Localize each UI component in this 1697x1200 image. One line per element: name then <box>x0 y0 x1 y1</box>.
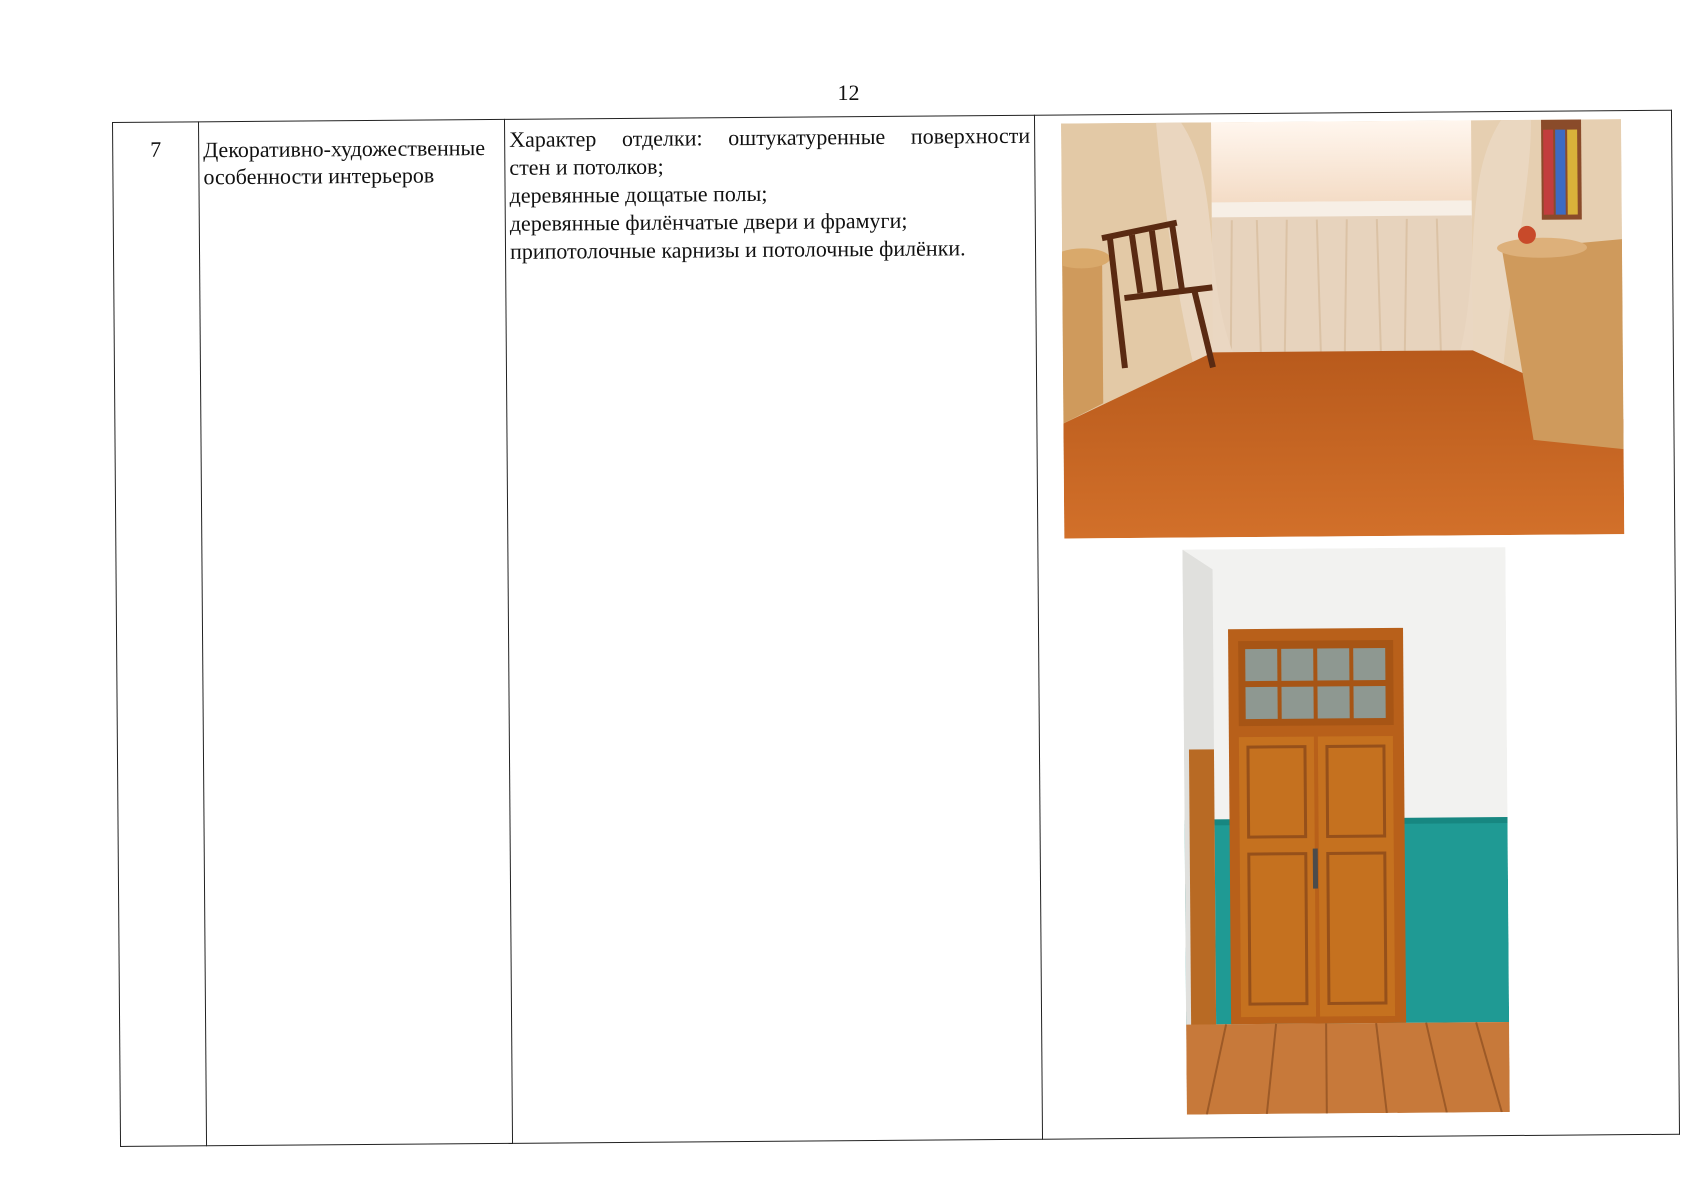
row-title: Декоративно-художественные особенности интерьеров <box>199 119 513 1145</box>
row-number: 7 <box>113 122 207 1147</box>
description-line: деревянные филёнчатые двери и фрамуги; <box>509 207 908 236</box>
page-number: 12 <box>837 80 860 105</box>
description-line: деревянные дощатые полы; <box>509 180 768 208</box>
row-description <box>504 115 1042 1143</box>
description-line: Характер отделки: оштукатуренные поверхности <box>509 122 1031 152</box>
photo-cell <box>1034 110 1679 1139</box>
corridor-door-photo <box>1182 547 1509 1115</box>
table-row <box>113 110 1680 1146</box>
description-line: стен и потолков; <box>509 153 664 180</box>
interior-room-photo <box>1061 119 1624 538</box>
description-line: припотолочные карнизы и потолочные филёнки. <box>509 235 966 264</box>
document-table <box>112 110 1680 1147</box>
